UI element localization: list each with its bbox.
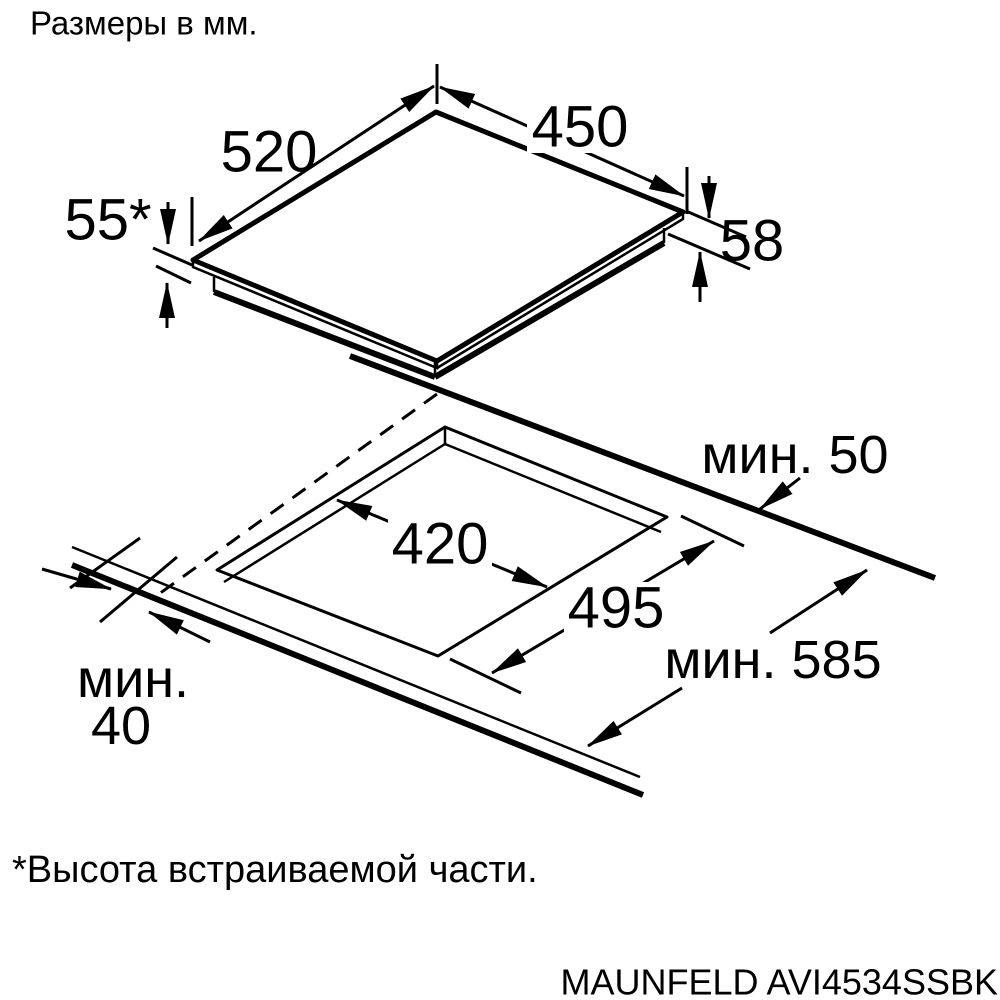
dim-min585-arrow-back	[770, 570, 867, 633]
dim-450-label: 450	[531, 94, 629, 160]
footnote: *Высота встраиваемой части.	[12, 849, 538, 891]
dim-55-label: 55*	[64, 187, 152, 253]
dim-55-tick-top	[153, 248, 192, 265]
dim-min50-label: мин. 50	[701, 425, 889, 485]
hob-body-left-edge	[214, 292, 435, 377]
page-title: Размеры в мм.	[30, 4, 258, 42]
worktop-cutout-view	[72, 356, 935, 795]
dim-55	[64, 188, 192, 329]
dim-58-label: 58	[719, 208, 785, 274]
dim-495-label: 495	[567, 575, 665, 641]
dim-min50	[701, 425, 888, 509]
hob-body-right-edge	[435, 243, 664, 377]
dim-420-label: 420	[391, 511, 489, 577]
model-name: MAUNFELD AVI4534SSBK	[560, 961, 998, 1000]
dim-min40	[42, 538, 210, 756]
dim-min585-label: мин. 585	[664, 630, 882, 690]
dim-min40-value: 40	[90, 696, 152, 756]
dim-58	[668, 176, 784, 302]
dim-min585-arrow-front	[588, 688, 682, 746]
dim-450	[440, 87, 687, 214]
dim-min40-word: мин.	[76, 649, 190, 709]
dim-420	[337, 500, 547, 587]
dim-495-tick-bottom	[450, 659, 521, 693]
dim-520	[192, 64, 437, 246]
dim-520-label: 520	[220, 119, 318, 185]
dim-55-tick-bottom	[156, 266, 191, 283]
